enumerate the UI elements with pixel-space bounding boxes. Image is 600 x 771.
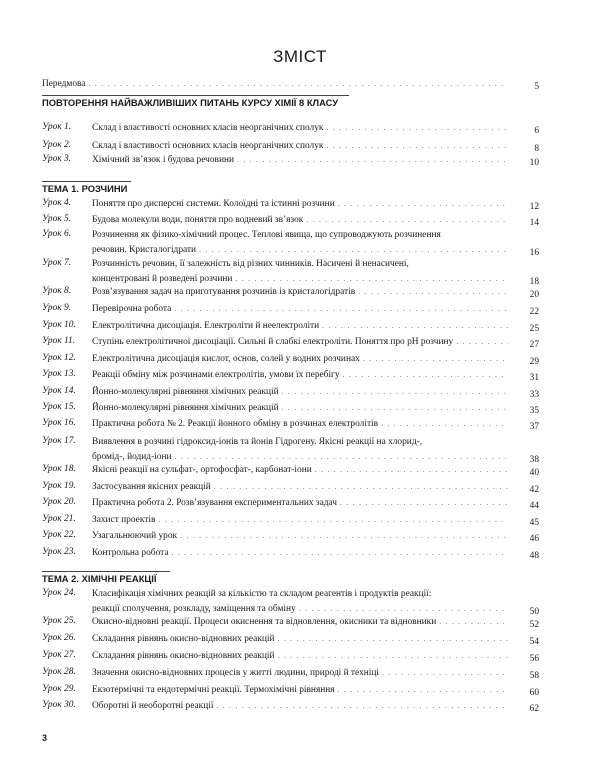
lesson-title	[92, 514, 511, 526]
page-ref: 10	[529, 158, 539, 168]
title-text: Контрольна робота	[92, 548, 169, 558]
lesson-title	[92, 667, 511, 679]
toc-entry	[42, 140, 539, 155]
title-line	[92, 122, 511, 134]
page-ref: 44	[529, 501, 539, 511]
dot-leader	[214, 481, 508, 493]
page-ref: 8	[534, 144, 539, 154]
lesson-title	[92, 530, 511, 542]
dot-leader	[235, 273, 508, 285]
lesson-label: Урок 30.	[42, 700, 76, 710]
lesson-label: Урок 7.	[42, 258, 72, 268]
dot-leader	[338, 684, 508, 696]
title-text: Склад і властивості основних класів неорганічних сполук	[92, 141, 324, 151]
lesson-title	[92, 353, 511, 365]
lesson-title	[42, 78, 511, 90]
lesson-label: Урок 23.	[42, 547, 76, 557]
title-text: Передмова	[42, 79, 86, 89]
title-text: Складання рівнянь окисно-відновних реакцій	[92, 651, 275, 661]
page-ref: 25	[529, 324, 539, 334]
toc-entry	[42, 286, 539, 301]
page-ref: 22	[529, 307, 539, 317]
dot-leader	[175, 451, 508, 463]
dot-leader	[278, 633, 508, 645]
page-ref: 35	[529, 406, 539, 416]
lesson-label: Урок 28.	[42, 667, 76, 677]
page-ref: 42	[529, 485, 539, 495]
title-text: концентровані й розведені розчини	[92, 274, 233, 284]
toc-entry	[42, 320, 539, 335]
title-line	[92, 286, 511, 298]
toc-entry	[42, 514, 539, 529]
page-ref: 50	[529, 607, 539, 617]
lesson-title	[92, 418, 511, 430]
toc-entry	[42, 229, 539, 259]
lesson-title	[92, 154, 511, 166]
title-line	[92, 481, 511, 493]
title-text: Розчинення як фізико-хімічний процес. Теплові явища, що супроводжують розчинення	[92, 230, 441, 240]
page-ref: 20	[529, 290, 539, 300]
toc-entry	[42, 464, 539, 479]
lesson-title	[92, 386, 511, 398]
lesson-title	[92, 229, 511, 256]
dot-leader	[315, 464, 508, 476]
title-line	[92, 273, 511, 285]
lesson-title	[92, 140, 511, 152]
lesson-label: Урок 14.	[42, 386, 76, 396]
dot-leader	[381, 418, 508, 430]
lesson-title	[92, 303, 511, 315]
lesson-title	[92, 286, 511, 298]
lesson-title	[92, 402, 511, 414]
lesson-label: Урок 24.	[42, 588, 76, 598]
dot-leader	[282, 386, 508, 398]
toc-entry	[42, 353, 539, 368]
page-ref: 62	[529, 704, 539, 714]
toc-entry	[42, 684, 539, 699]
lesson-label: Урок 9.	[42, 303, 72, 313]
lesson-title	[92, 436, 511, 463]
page-ref: 54	[529, 637, 539, 647]
lesson-label: Урок 3.	[42, 154, 72, 164]
divider	[42, 95, 349, 96]
title-text: Розчинність речовин, її залежність від різних чинників. Насичені й ненасичені,	[92, 259, 409, 269]
title-line	[92, 497, 511, 509]
divider	[42, 181, 131, 182]
title-text: Електролітична дисоціація. Електроліти й неелектроліти	[92, 321, 320, 331]
title-text: Класифікація хімічних реакцій за кількістю та складом реагентів і продуктів реакції:	[92, 589, 432, 599]
toc-entry	[42, 386, 539, 401]
lesson-title	[92, 464, 511, 476]
lesson-title	[92, 336, 511, 348]
dot-leader	[382, 667, 508, 679]
lesson-label: Урок 18.	[42, 464, 76, 474]
dot-leader	[343, 369, 508, 381]
lesson-label: Урок 1.	[42, 122, 72, 132]
lesson-title	[92, 633, 511, 645]
title-text: Розв’язування задач на приготування розчинів із кристалогідратів	[92, 287, 356, 297]
page-ref: 52	[529, 620, 539, 630]
title-line	[92, 633, 511, 645]
lesson-label: Урок 20.	[42, 497, 76, 507]
toc-entry	[42, 369, 539, 384]
title-line	[92, 650, 511, 662]
page-title: ЗМІСТ	[273, 47, 327, 66]
title-line	[92, 603, 511, 615]
lesson-label: Урок 6.	[42, 229, 72, 239]
toc-entry	[42, 336, 539, 351]
title-text: Застосування якісних реакцій	[92, 482, 211, 492]
page-ref: 58	[529, 671, 539, 681]
title-text: Практична робота № 2. Реакції йонного обміну в розчинах електролітів	[92, 419, 379, 429]
page-ref: 6	[534, 126, 539, 136]
title-text: бромід-, йодид-іони	[92, 452, 172, 462]
title-line	[92, 418, 511, 430]
title-line	[92, 336, 511, 348]
title-text: Йонно-молекулярні рівняння хімічних реакцій	[92, 387, 279, 397]
lesson-label: Урок 13.	[42, 369, 76, 379]
title-text: Хімічний зв’язок і будова речовини	[92, 155, 235, 165]
section-heading: ПОВТОРЕННЯ НАЙВАЖЛИВІШИХ ПИТАНЬ КУРСУ ХІМІЇ 8 КЛАСУ	[42, 97, 339, 108]
lesson-label: Урок 25.	[42, 616, 76, 626]
lesson-label: Урок 15.	[42, 402, 76, 412]
page-ref: 48	[529, 551, 539, 561]
title-text: Узагальнюючий урок	[92, 531, 178, 541]
title-line	[92, 140, 511, 152]
toc-entry	[42, 588, 539, 618]
page-ref: 12	[529, 202, 539, 212]
toc-entry	[42, 154, 539, 169]
dot-leader	[278, 650, 508, 662]
title-text: Практична робота 2. Розв’язування експериментальних задач	[92, 498, 338, 508]
title-line	[92, 514, 511, 526]
dot-leader	[216, 700, 508, 712]
dot-leader	[174, 303, 508, 315]
page-ref: 14	[529, 218, 539, 228]
toc-entry	[42, 402, 539, 417]
page-ref: 40	[529, 468, 539, 478]
title-line	[92, 198, 511, 210]
dot-leader	[199, 244, 508, 256]
lesson-title	[92, 258, 511, 285]
lesson-title	[92, 650, 511, 662]
lesson-title	[92, 547, 511, 559]
dot-leader	[358, 286, 508, 298]
title-text: речовин. Кристалогідрати	[92, 245, 197, 255]
page-ref: 33	[529, 390, 539, 400]
title-line	[92, 684, 511, 696]
dot-leader	[172, 547, 508, 559]
title-text: Складання рівнянь окисно-відновних реакцій	[92, 634, 275, 644]
toc-entry	[42, 547, 539, 562]
toc-entry	[42, 616, 539, 631]
title-text: Поняття про дисперсні системи. Колоїдні та істинні розчини	[92, 199, 335, 209]
toc-entry	[42, 497, 539, 512]
dot-leader	[456, 336, 508, 348]
title-line	[92, 547, 511, 559]
dot-leader	[282, 402, 508, 414]
toc-entry	[42, 650, 539, 665]
dot-leader	[158, 514, 508, 526]
title-line	[92, 451, 511, 463]
lesson-title	[92, 700, 511, 712]
lesson-label: Урок 11.	[42, 336, 76, 346]
title-text: Окисно-відновні реакції. Процеси окиснення та відновлення, окисники та відновники	[92, 617, 437, 627]
toc-entry	[42, 122, 539, 137]
title-text: Електролітична дисоціація кислот, основ, солей у водних розчинах	[92, 354, 360, 364]
page-ref: 16	[529, 248, 539, 258]
dot-leader	[237, 154, 508, 166]
title-line	[92, 402, 511, 414]
page-ref: 29	[529, 357, 539, 367]
page-ref: 18	[529, 277, 539, 287]
lesson-label: Урок 22.	[42, 530, 76, 540]
title-line	[92, 320, 511, 332]
lesson-label: Урок 12.	[42, 353, 76, 363]
dot-leader	[299, 603, 508, 615]
section-heading: ТЕМА 2. ХІМІЧНІ РЕАКЦІЇ	[42, 573, 157, 584]
toc-entry	[42, 78, 539, 93]
page-ref: 60	[529, 688, 539, 698]
title-line	[92, 616, 511, 628]
lesson-label: Урок 26.	[42, 633, 76, 643]
title-line	[92, 353, 511, 365]
page-ref: 56	[529, 654, 539, 664]
title-line	[92, 244, 511, 256]
title-text: Ступінь електролітичної дисоціації. Сильні й слабкі електроліти. Поняття про pH розчину	[92, 337, 454, 347]
title-text: Захист проектів	[92, 515, 156, 525]
title-text: Якісні реакції на сульфат-, ортофосфат-, карбонат-іони	[92, 465, 312, 475]
title-line	[92, 667, 511, 679]
title-line	[92, 369, 511, 381]
title-line	[92, 436, 511, 448]
title-text: Виявлення в розчині гідроксид-іонів та йонів Гідрогену. Якісні реакції на хлорид-,	[92, 437, 423, 447]
dot-leader	[340, 497, 508, 509]
title-text: Йонно-молекулярні рівняння хімічних реакцій	[92, 403, 279, 413]
dot-leader	[338, 198, 508, 210]
title-text: Перевірочна робота	[92, 304, 172, 314]
dot-leader	[439, 616, 508, 628]
toc-entry	[42, 214, 539, 229]
divider	[42, 571, 170, 572]
dot-leader	[306, 214, 508, 226]
toc-entry	[42, 303, 539, 318]
title-line	[92, 530, 511, 542]
title-text: Реакції обміну між розчинами електролітів, умови їх перебігу	[92, 370, 340, 380]
lesson-label: Урок 21.	[42, 514, 76, 524]
title-line	[92, 214, 511, 226]
toc-entry	[42, 700, 539, 715]
title-text: Оборотні й необоротні реакції	[92, 701, 214, 711]
title-line	[92, 229, 511, 241]
page-ref: 37	[529, 422, 539, 432]
title-line	[92, 154, 511, 166]
lesson-title	[92, 588, 511, 615]
page-ref: 45	[529, 518, 539, 528]
dot-leader	[363, 353, 508, 365]
title-text: реакції сполучення, розкладу, заміщення та обміну	[92, 604, 296, 614]
page-ref: 27	[529, 340, 539, 350]
lesson-label: Урок 4.	[42, 198, 72, 208]
title-line	[92, 700, 511, 712]
title-text: Екзотермічні та ендотермічні реакції. Термохімічні рівняння	[92, 685, 335, 695]
toc-entry	[42, 530, 539, 545]
lesson-title	[92, 320, 511, 332]
title-line	[92, 258, 511, 270]
lesson-label: Урок 17.	[42, 436, 76, 446]
title-text: Значення окисно-відновних процесів у житті людини, природі й техніці	[92, 668, 380, 678]
lesson-label: Урок 2.	[42, 140, 72, 150]
toc-entry	[42, 198, 539, 213]
page-ref: 5	[534, 82, 539, 92]
toc-entry	[42, 481, 539, 496]
title-line	[92, 464, 511, 476]
lesson-title	[92, 616, 511, 628]
lesson-label: Урок 27.	[42, 650, 76, 660]
toc-entry	[42, 258, 539, 288]
lesson-label: Урок 29.	[42, 684, 76, 694]
section-heading: ТЕМА 1. РОЗЧИНИ	[42, 183, 128, 194]
lesson-label: Урок 10.	[42, 320, 76, 330]
lesson-title	[92, 122, 511, 134]
lesson-title	[92, 684, 511, 696]
title-line	[42, 78, 511, 90]
title-line	[92, 303, 511, 315]
title-text: Будова молекули води, поняття про водневий зв’язок	[92, 215, 304, 225]
dot-leader	[180, 530, 508, 542]
toc-entry	[42, 633, 539, 648]
page-ref: 38	[529, 455, 539, 465]
dot-leader	[89, 78, 508, 90]
lesson-title	[92, 497, 511, 509]
lesson-label: Урок 19.	[42, 481, 76, 491]
lesson-label: Урок 5.	[42, 214, 72, 224]
lesson-title	[92, 481, 511, 493]
toc-entry	[42, 667, 539, 682]
toc-entry	[42, 418, 539, 433]
lesson-title	[92, 214, 511, 226]
page-ref: 46	[529, 534, 539, 544]
dot-leader	[326, 140, 508, 152]
dot-leader	[322, 320, 508, 332]
title-line	[92, 588, 511, 600]
lesson-title	[92, 369, 511, 381]
page-ref: 31	[529, 373, 539, 383]
title-text: Склад і властивості основних класів неорганічних сполук	[92, 123, 324, 133]
title-line	[92, 386, 511, 398]
lesson-label: Урок 16.	[42, 418, 76, 428]
lesson-title	[92, 198, 511, 210]
lesson-label: Урок 8.	[42, 286, 72, 296]
page-number: 3	[42, 733, 48, 743]
dot-leader	[326, 122, 508, 134]
toc-entry	[42, 436, 539, 466]
